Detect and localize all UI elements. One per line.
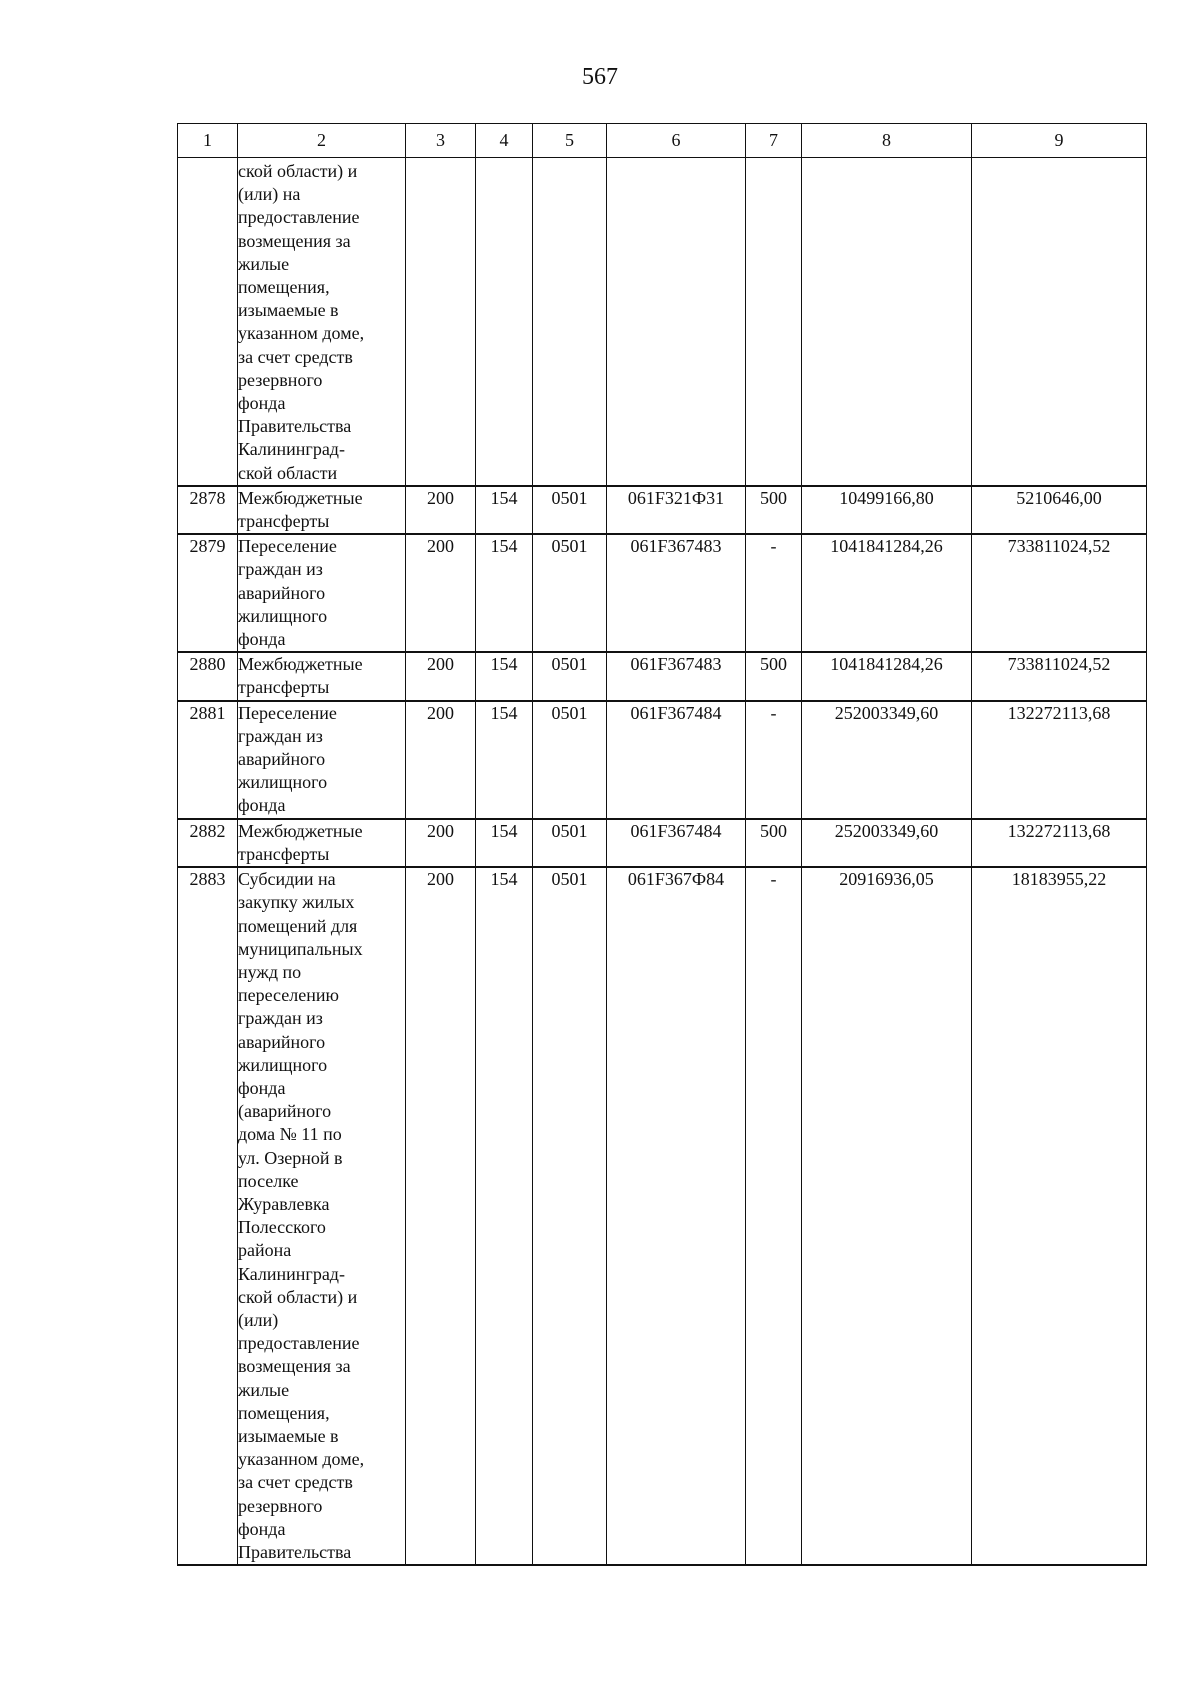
cell-col4: 154 [476,819,533,867]
table-row [178,652,1147,700]
budget-table [177,123,1147,1566]
column-header: 9 [972,124,1147,158]
table-row [178,819,1147,867]
table-row [178,701,1147,819]
column-header: 8 [802,124,972,158]
cell-col9 [972,158,1147,486]
cell-col3: 200 [406,652,476,700]
column-header: 6 [607,124,746,158]
cell-col6: 061F367483 [607,534,746,652]
cell-col6: 061F367484 [607,819,746,867]
cell-col7: 500 [746,819,802,867]
cell-col3: 200 [406,534,476,652]
cell-col5: 0501 [533,701,607,819]
cell-col5 [533,158,607,486]
row-number-cell: 2880 [178,652,238,700]
page-number: 567 [582,64,618,90]
row-name-cell: Межбюджетные трансферты [238,652,406,700]
cell-col4: 154 [476,486,533,534]
table-row [178,486,1147,534]
cell-col4: 154 [476,701,533,819]
cell-col5: 0501 [533,652,607,700]
cell-col7: 500 [746,486,802,534]
cell-col6 [607,158,746,486]
cell-col6: 061F367483 [607,652,746,700]
row-number-cell: 2878 [178,486,238,534]
row-number-cell: 2883 [178,867,238,1565]
table-row [178,534,1147,652]
cell-col7: - [746,534,802,652]
table-header-row [178,124,1147,158]
row-number-cell [178,158,238,486]
cell-col7: - [746,701,802,819]
cell-col7 [746,158,802,486]
cell-col3: 200 [406,867,476,1565]
cell-col8 [802,158,972,486]
cell-col8: 252003349,60 [802,819,972,867]
row-name-cell: Субсидии на закупку жилых помещений для муниципальных нужд по переселению граждан из аварийного жилищного фонда (аварийного дома № 11 по ул. Озерной в поселке Журавлевка Полесского района Калининград- ской области) и (или) предоставление возмещения за жилые помещения, изымаемые в указанном доме, за счет средств резервного фонда Правительства [238,867,406,1565]
cell-col9: 5210646,00 [972,486,1147,534]
row-number-cell: 2882 [178,819,238,867]
row-name-cell: Межбюджетные трансферты [238,486,406,534]
cell-col7: 500 [746,652,802,700]
row-number-cell: 2879 [178,534,238,652]
cell-col4: 154 [476,652,533,700]
cell-col5: 0501 [533,867,607,1565]
column-header: 7 [746,124,802,158]
cell-col3: 200 [406,486,476,534]
row-number-cell: 2881 [178,701,238,819]
cell-col8: 1041841284,26 [802,534,972,652]
cell-col7: - [746,867,802,1565]
cell-col5: 0501 [533,819,607,867]
cell-col3: 200 [406,701,476,819]
column-header: 4 [476,124,533,158]
cell-col6: 061F367Ф84 [607,867,746,1565]
cell-col3 [406,158,476,486]
column-header: 5 [533,124,607,158]
cell-col8: 252003349,60 [802,701,972,819]
cell-col9: 132272113,68 [972,701,1147,819]
cell-col8: 20916936,05 [802,867,972,1565]
cell-col8: 10499166,80 [802,486,972,534]
cell-col8: 1041841284,26 [802,652,972,700]
cell-col9: 18183955,22 [972,867,1147,1565]
cell-col4: 154 [476,867,533,1565]
column-header: 3 [406,124,476,158]
cell-col9: 132272113,68 [972,819,1147,867]
cell-col6: 061F367484 [607,701,746,819]
row-name-cell: Переселение граждан из аварийного жилищного фонда [238,534,406,652]
cell-col9: 733811024,52 [972,652,1147,700]
row-name-cell: Межбюджетные трансферты [238,819,406,867]
cell-col4 [476,158,533,486]
column-header: 1 [178,124,238,158]
table-row [178,867,1147,1565]
cell-col4: 154 [476,534,533,652]
cell-col5: 0501 [533,534,607,652]
cell-col5: 0501 [533,486,607,534]
column-header: 2 [238,124,406,158]
cell-col6: 061F321Ф31 [607,486,746,534]
cell-col9: 733811024,52 [972,534,1147,652]
cell-col3: 200 [406,819,476,867]
row-name-cell: Переселение граждан из аварийного жилищного фонда [238,701,406,819]
row-name-cell: ской области) и (или) на предоставление возмещения за жилые помещения, изымаемые в указанном доме, за счет средств резервного фонда Правительства Калининград- ской области [238,158,406,486]
table-row [178,158,1147,486]
